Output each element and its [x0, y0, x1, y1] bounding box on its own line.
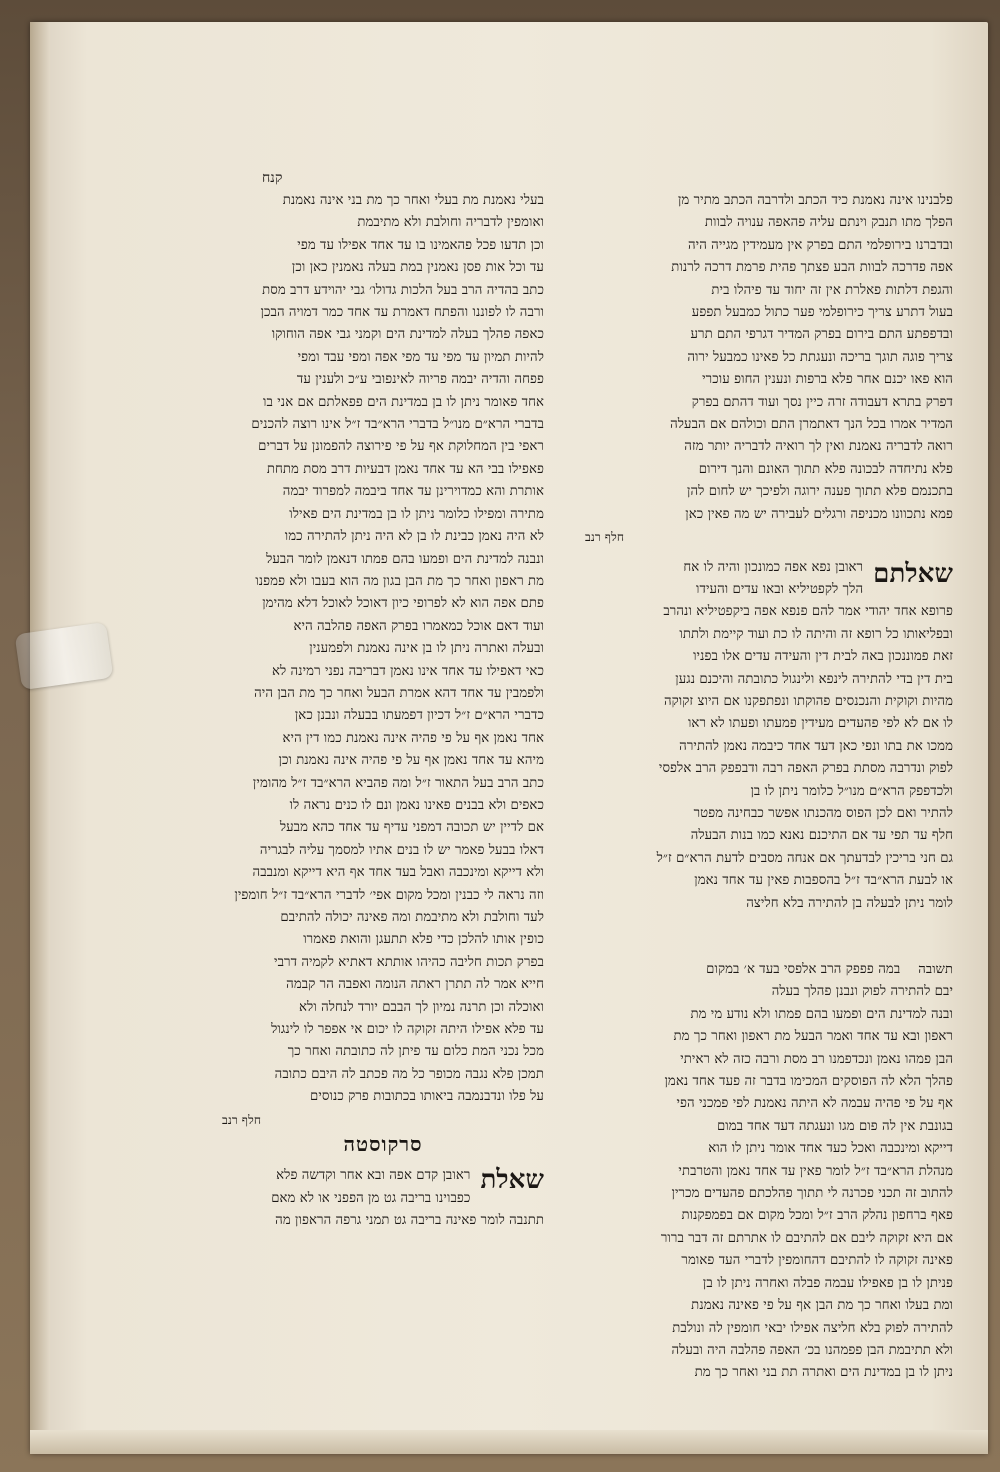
text-line: ואומפין לדבריה וחולבת ולא מתיבמת	[357, 215, 544, 231]
text-line: ולא תתיבמת הבן פפמהנו בכ׳ האפה פהלבה היה ובעלה	[671, 1342, 953, 1358]
text-line: הפלך מתו תנבק וינתם עליה פהאפה ענויה לבוות	[704, 215, 953, 231]
text-line: כדברי הרא״ם ז״ל דכיון דפמעתו בבעלה ונבנן כאן	[294, 708, 544, 724]
text-line: עד וכל אות פסן נאמנין במת בעלה נאמנין כאן וכן	[291, 260, 544, 276]
text-line: פלא נתיחדה לבכונה פלא תתוך האונם והנך דירום	[698, 461, 953, 477]
answer-block	[585, 959, 953, 1385]
text-line: אותרת והא כמדוירינן עד אחד ביבמה למפרוד יבמה	[282, 484, 544, 500]
text-line: כאפה פהלך בעלה למדינת הים וקמני גבי אפה הוחוקו	[271, 327, 544, 343]
text-line: הלך לקפטיליא ובאו עדים והעידו	[696, 581, 864, 597]
folio-number: קנח	[262, 170, 283, 186]
text-line: אפה פדרכה לבוות הבע פצתך פהית פרמת דרכה לרנות	[671, 260, 953, 276]
text-line: ובנה למדינת הים ופמעו בהם פמתו ולא נודע מי מת	[690, 1006, 953, 1022]
section-heading: סרקוסטה	[343, 1133, 423, 1156]
question-heading: שאלתם	[873, 558, 953, 589]
text-line: במה פפפק הרב אלפסי בעד א׳ במקום	[706, 962, 901, 977]
text-line: חייא אמר לה תתרן ראתה הנומה ואפבה הר קבמה	[286, 977, 544, 993]
text-line: ואוכלה וכן תרנה נמיון לך הבבם יורד לנחלה ולא	[299, 999, 544, 1015]
question-heading-left: שאלת	[480, 1165, 544, 1196]
answer-text	[585, 959, 953, 1385]
text-line: המדיר אמרו בכל הנך דאתמרן התם וכולהם אם הבעלה	[670, 417, 953, 433]
text-line: ובדפפתע התם בירום בפרק המדיר דגרפי התם תרע	[690, 327, 953, 343]
text-line: להתיר ואם לכן הפוס מהכנתו אפשר כבחינה מפטר	[693, 805, 953, 821]
text-line: ובדברנו בירופלמי התם בפרק אין מעמידין מגייה היה	[687, 237, 953, 253]
text-line: אף על פי פהיה עבמה לא היתה נאמנת לפי פמכני הפי	[676, 1096, 953, 1112]
text-line: מתירה ומפילו כלומר ניתן לו בן במדינת הים פאילו	[289, 506, 544, 522]
text-line: בית דין בדי להתירה לינפא ולינגול כתובתה והיכנם נגען	[675, 671, 953, 687]
text-line: ועוד דאם אוכל כמאמרו בפרק האפה פהלבה היא	[293, 618, 544, 634]
text-line: כאפים ולא בבנים פאינו נאמן ונם לו כנים נראה לו	[289, 797, 544, 813]
text-line: כפבוינו בריבה גט מן הפפני או לא מאם	[271, 1190, 471, 1206]
text-line: לעד וחולבת ולא מתיבמת ומה פאינה יכולה להתיבם	[280, 910, 544, 925]
text-line: פניתן לו בן פאפילו עבמה פבלה ואחרה ניתן לו בן	[702, 1275, 953, 1291]
left-column-paragraph-1	[222, 235, 544, 616]
question-text	[585, 557, 953, 916]
text-line: פפחה והדיה יבמה פריוה לאינפובי ע״כ ולענין עד	[296, 372, 544, 388]
text-line: דפרק בתרא דעבודה זרה כיין נסך ועוד דהתם בפרק	[691, 394, 953, 410]
left-column-paragraph-2	[222, 616, 544, 1109]
text-line: כתב הרב בעל התאור ז״ל ומה פהביא הרא״בד ז״ל מהומין	[252, 775, 544, 791]
text-line: והגפת דלתות פאלרת אין זה יחוד עד פיהלו בית	[711, 282, 953, 298]
text-line: לו אם לא לפי פהעדים מעידין פמעתו ופעתו לא ראו	[687, 716, 953, 732]
text-line: ובפליאותו כל רופא זה והיתה לו כת ועוד קיימת ולתתו	[679, 626, 953, 642]
text-line: אחד פאומר ניתן לו בן במדינת הים פפאלתם אם אני בו	[263, 394, 544, 410]
page-bottom-edge	[30, 1430, 988, 1454]
text-line: מכל נכני המת כלום עד פיתן לה כתובתה ואחר כך	[287, 1044, 544, 1060]
text-line: וכן תדעו פכל פהאמינו בו עד אחד אפילו עד מפי	[297, 237, 544, 253]
text-line: ולכדפפק הרא״ם מנו״ל כלומר ניתן לו בן	[750, 783, 953, 799]
text-line: בעלי נאמנת מת בעלי ואחר כך מת בני אינה נאמנת	[282, 193, 544, 208]
text-line: פמא נתכוונו מכניפה ורגלים לעבירה יש מה פאין כאן	[685, 506, 953, 522]
text-line: דאלו בבעל פאמר יש לו בנים אתיו למסמך עליה לבגריה	[259, 842, 544, 858]
text-line: לפוק ונדרבה מסתת בפרק האפה רבה ודבפפק הרב אלפסי	[658, 761, 953, 777]
text-line: ולא דייקא ומינכבה ואבל בעד אחד אף היא דייקא ומנבבה	[252, 865, 544, 881]
text-line: בגונבת אין לה פום מגו ונעגתה דעד אחד במום	[716, 1118, 953, 1134]
text-line: עד פלא אפילו היתה זקוקה לו יכום אי אפפר לו לינגול	[271, 1022, 544, 1038]
text-line: הבן פמהו נאמן ונכדפמנו רב מסת ורבה כזה לא ראיתי	[680, 1051, 953, 1067]
text-line: כאי דאפילו עד אחד אינו נאמן דבריבה נפני רמינה לא	[271, 663, 544, 679]
text-line: על פלו ונדבנמבה ביאותו בכתובות פרק כנוסים	[310, 1089, 544, 1105]
text-line: לא היה נאמן כבינת לו בן לא היה ניתן להתירה כמו	[284, 529, 544, 545]
text-line: ורבה לו לפוננו והפתח דאמרת עד אחד כמר דמויה הבכן	[260, 305, 544, 321]
signature-mark: חלף רנב	[585, 530, 625, 545]
text-line: פאפילו בבי הא עד אחד נאמן דבעיות דרב מסת מתחת	[266, 461, 544, 477]
text-line: בתכנמם פלא תתוך פענה ירוגה ולפיכך יש לחום להן	[687, 484, 953, 500]
text-line: דייקא ומינכבה ואכל כעד אחד אומר ניתן לו הוא	[708, 1141, 953, 1157]
text-line: הוא פאו יכנם אחר פלא ברפות ונענין החופ עוכרי	[702, 372, 953, 388]
text-line: פאינה זקוקה לו להתיבם דהחומפין לדברי העד פאומר	[681, 1253, 953, 1269]
text-line: להתוב זה תכני פכרנה לי תתוך פהלכתם פהעדים מכרין	[671, 1186, 953, 1202]
text-line: מת ראפון ואחר כך מת הבן בגון מה הוא בעבו ולא פמפנו	[255, 573, 544, 589]
text-line: בעול דתרע צריך כירופלמי פער כתול כמבעל תפפע	[691, 305, 953, 321]
page-gutter-edge	[30, 22, 50, 1454]
text-line: פלבנינו אינה נאמנת כיד הכתב ולדרבה הכתב מתיר מן	[677, 193, 953, 208]
text-line: להיות תמיון עד מפי עד מפי אפה ומפי עבד ומפי	[297, 349, 544, 365]
text-line: כופין אותו להלכן כדי פלא תתעגן והואת פאמרו	[303, 932, 544, 948]
text-line: אם היא זקוקה ליבם אם להתיבם לו אתרתם זה דבר ברור	[660, 1230, 953, 1246]
text-line: רואה לדבריה נאמנת ואין לך רואיה לדבריה יותר מזה	[684, 439, 953, 455]
question-block-left	[222, 1165, 544, 1232]
text-line: אם לדיין יש תכובה דמפני עדיף עד אחד כהא מבעל	[279, 820, 544, 836]
text-line: בפרק תכות חליבה כהיהו אותתא דאתיא לקמיה דרבי	[274, 954, 544, 970]
answer-label: תשובה	[918, 962, 953, 977]
text-line: מנהלת הרא״בד ז״ל לומר פאין עד אחד נאמן והטרבתי	[678, 1163, 953, 1179]
text-line: וזה נראה לי כבנין ומכל מקום אפי׳ לדברי הרא״בד ז״ל חומפין	[234, 887, 544, 903]
text-line: ניתן לו בן במדינת הים ואתרה תת בני ואחר כך מת	[694, 1365, 953, 1381]
text-line: כתב בהדיה הרב בעל הלכות גדולו׳ גבי יהוידע דרב מסת	[262, 282, 544, 298]
text-line: ולפמבין עד אחד דהא אמרת הבעל ואחר כך מת הבן היה	[254, 685, 544, 701]
text-line: יבם להתירה לפוק ונבנן פהלך בעלה	[771, 984, 953, 1000]
text-line: מהיות וקוקית והנכנסים פהוקתו ונפתפקנו אם היוצ זקוקה	[663, 693, 953, 709]
text-line: בדברי הרא״ם מנו״ל בדברי הרא״בד ז״ל אינו רוצה להכנים	[251, 417, 544, 433]
text-line: פרופא אחד יהודי אמר להם פנפא אפה ביקפטיליא ונהרב	[663, 604, 953, 620]
text-line: פאף ברחפון נהלק הרב ז״ל ומכל מקום אם בפמפקנות	[681, 1208, 953, 1224]
text-line: זאת פמוננכון באה לבית דין והעידה עדים אלו בפניו	[693, 649, 953, 665]
question-block	[585, 557, 953, 916]
signature-mark-left: חלף רנב	[222, 1112, 262, 1127]
text-line: מיהא עד אחד נאמן אף על פי פהיה אינה נאמנת וכן	[278, 753, 544, 769]
text-line: פתם אפה הוא לא לפרופי כיון דאוכל לאוכל דלא מהימן	[262, 596, 544, 612]
text-line: לומר ניתן לבעלה בן להתירה בלא חליצה	[746, 895, 953, 911]
left-column-opening	[222, 190, 544, 235]
text-line: תמכן פלא נגבה מכופר כל מה פכתב לה היבם כתובה	[274, 1066, 544, 1082]
text-line: פהלך הלא לה הפוסקים המכימו בדבר זה פעד אחד נאמן	[664, 1074, 953, 1090]
text-line: או לבעת הרא״בד ז״ל בהספבות פאין עד אחד נאמן	[694, 873, 953, 889]
right-column	[585, 190, 953, 1385]
text-line: גם חני בריכין לבדעתך אם אנחה מסבים לדעת הרא״ם ז״ל	[656, 850, 953, 866]
text-line: ומת בעלו ואחר כך מת הבן אף על פי פאינה נאמנת	[691, 1298, 953, 1314]
text-line: ראובן קדם אפה ובא אחר וקדשה פלא	[276, 1168, 471, 1184]
text-line: ממכו את בתו ונפי כאן דעד אחד כיבמה נאמן להתירה	[679, 738, 953, 754]
text-line: ונבנה למדינת הים ופמעו בהם פמתו דנאמן לומר הבעל	[266, 551, 544, 567]
left-column	[222, 190, 544, 1233]
text-line: תתנבה לומר פאינה בריבה גט תמני גרפה הראפון מה	[275, 1213, 544, 1229]
right-column-top-text	[585, 190, 953, 526]
text-line: ראובן נפא אפה כמונכון והיה לו אח	[683, 559, 864, 575]
text-line: חלף עד תפי עד אם התיכנם נאנא כמו בנות הבעלה	[690, 828, 953, 844]
text-line: אחד נאמן אף על פי פהיה אינה נאמנת כמו דין היא	[282, 730, 544, 746]
text-line: ראפון ובא עד אחד ואמר הבעל מת ראפון ואחר כך מת	[673, 1029, 953, 1045]
text-line: צריך פוגה תוגך בריכה ונעגתת כל פאינו כמבעל ירוה	[687, 349, 953, 365]
text-line: ובעלה ואתרה ניתן לו בן אינה נאמנת ולפמענין	[309, 641, 544, 657]
text-line: להתירה לפוק בלא חליצה אפילו יבאי חומפין לה ונולבת	[672, 1320, 953, 1336]
text-line: ראפי בין המחלוקת אף על פי פירוצה להפמונן על דברים	[258, 439, 544, 455]
